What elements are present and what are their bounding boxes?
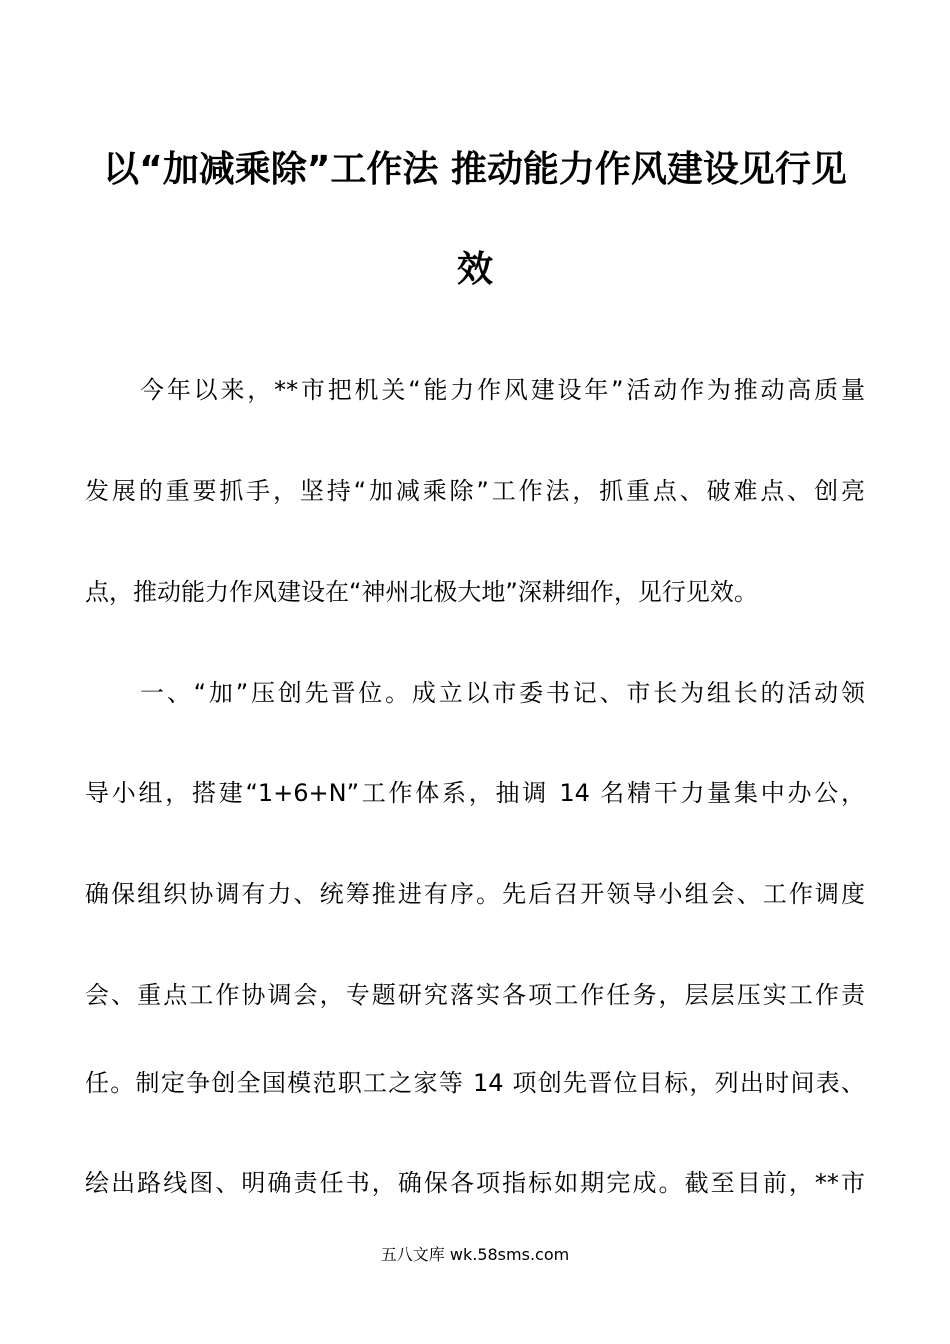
paragraph-2-line-1: 一、“加”压创先晋位。成立以市委书记、市长为组长的活动领 bbox=[140, 679, 865, 707]
paragraph-1-line-1: 今年以来，**市把机关“能力作风建设年”活动作为推动高质量 bbox=[140, 376, 865, 404]
paragraph-2-line-4: 会、重点工作协调会，专题研究落实各项工作任务，层层压实工作责 bbox=[85, 981, 865, 1009]
document-title-line-2: 效 bbox=[456, 249, 493, 290]
paragraph-2-line-2: 导小组，搭建“1+6+N”工作体系，抽调 14 名精干力量集中办公， bbox=[85, 779, 865, 807]
document-title-line-1: 以“加减乘除”工作法 推动能力作风建设见行见 bbox=[103, 149, 847, 190]
paragraph-1-line-3: 点，推动能力作风建设在“神州北极大地”深耕细作，见行见效。 bbox=[85, 578, 758, 606]
footer-watermark-text: 五八文库 wk.58sms.com bbox=[380, 1245, 570, 1264]
paragraph-2-line-3: 确保组织协调有力、统筹推进有序。先后召开领导小组会、工作调度 bbox=[85, 880, 865, 908]
paragraph-1-line-2: 发展的重要抓手，坚持“加减乘除”工作法，抓重点、破难点、创亮 bbox=[85, 477, 865, 505]
paragraph-2-line-5: 任。制定争创全国模范职工之家等 14 项创先晋位目标，列出时间表、 bbox=[85, 1069, 865, 1097]
paragraph-2-line-6: 绘出路线图、明确责任书，确保各项指标如期完成。截至目前，**市 bbox=[85, 1169, 865, 1197]
